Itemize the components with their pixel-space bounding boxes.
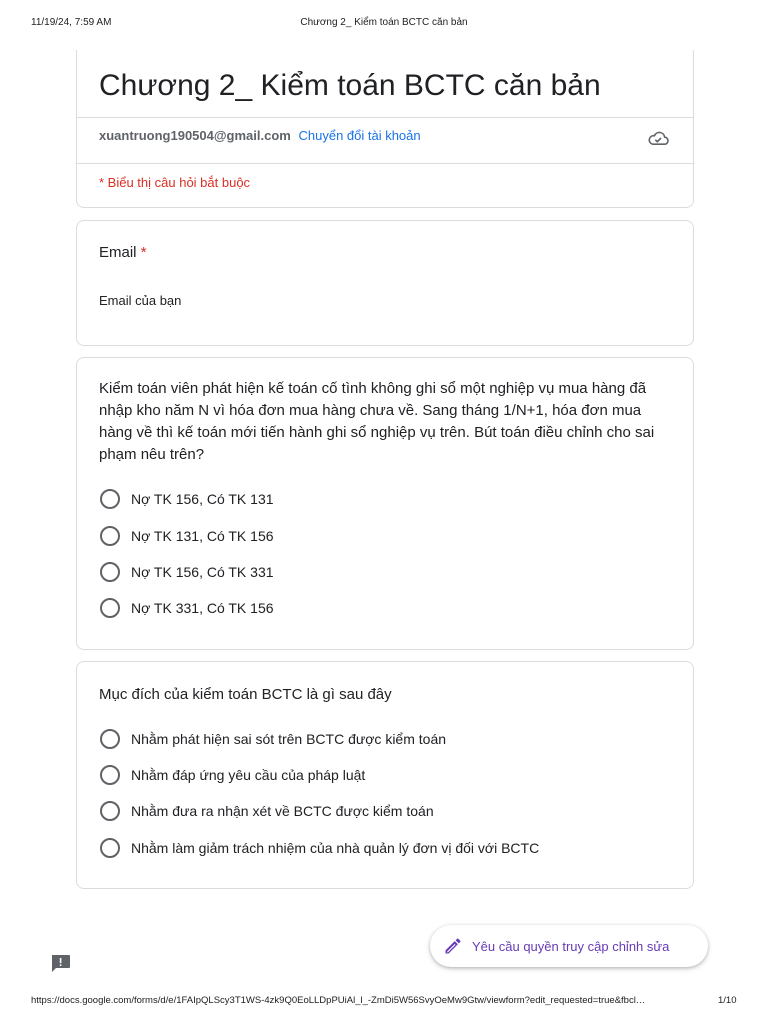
request-edit-access-button[interactable] (430, 925, 708, 967)
print-page-number: 1/10 (718, 995, 737, 1006)
radio-button[interactable] (100, 489, 120, 509)
switch-account-link[interactable]: Chuyển đổi tài khoản (298, 128, 421, 143)
option-label: Nợ TK 156, Có TK 331 (131, 564, 274, 580)
pencil-icon (443, 936, 463, 956)
question-1-text: Kiểm toán viên phát hiện kế toán cố tình không ghi sổ một nghiệp vụ mua hàng đã nhập kho năm N vì hóa đơn mua hàng chưa về. Sang tháng 1/N+1, hóa đơn mua hàng về thì kế toán mới tiến hành ghi sổ nghiệp vụ trên. Bút toán điều chỉnh cho sai phạm nêu trên? (99, 380, 655, 463)
option-label: Nhằm đưa ra nhận xét về BCTC được kiểm toán (131, 803, 434, 819)
option-label: Nợ TK 156, Có TK 131 (131, 491, 274, 507)
q1-option-3[interactable] (100, 562, 274, 582)
option-label: Nợ TK 131, Có TK 156 (131, 528, 274, 544)
option-label: Nhằm đáp ứng yêu cầu của pháp luật (131, 767, 366, 783)
question-card-1 (76, 357, 694, 650)
radio-button[interactable] (100, 729, 120, 749)
required-note: * Biểu thị câu hỏi bắt buộc (99, 175, 251, 190)
header-divider (77, 117, 693, 118)
option-label: Nợ TK 331, Có TK 156 (131, 600, 274, 616)
form-title: Chương 2_ Kiểm toán BCTC căn bản (99, 69, 601, 102)
q1-option-1[interactable] (100, 489, 274, 509)
form-header-card (76, 50, 694, 208)
print-header (0, 17, 768, 31)
email-input[interactable]: Email của bạn (99, 293, 182, 308)
radio-button[interactable] (100, 801, 120, 821)
account-email: xuantruong190504@gmail.com (99, 128, 291, 143)
q1-option-2[interactable] (100, 526, 274, 546)
radio-button[interactable] (100, 838, 120, 858)
cloud-saved-icon (647, 130, 669, 146)
radio-button[interactable] (100, 562, 120, 582)
q1-option-4[interactable] (100, 598, 274, 618)
radio-button[interactable] (100, 765, 120, 785)
print-footer (0, 995, 768, 1009)
question-2-text: Mục đích của kiểm toán BCTC là gì sau đây (99, 686, 392, 703)
print-timestamp: 11/19/24, 7:59 AM (31, 17, 112, 28)
email-question-title (99, 242, 147, 264)
email-question-card (76, 220, 694, 346)
q2-option-1[interactable] (100, 729, 446, 749)
account-row (99, 127, 421, 145)
email-label: Email (99, 244, 137, 261)
option-label: Nhằm phát hiện sai sót trên BCTC được kiểm toán (131, 731, 447, 747)
q2-option-4[interactable] (100, 838, 539, 858)
radio-button[interactable] (100, 598, 120, 618)
option-label: Nhằm làm giảm trách nhiệm của nhà quản lý đơn vị đối với BCTC (131, 840, 540, 856)
print-page-title: Chương 2_ Kiểm toán BCTC căn bản (300, 17, 468, 28)
question-card-2 (76, 661, 694, 889)
request-edit-access-label: Yêu cầu quyền truy cập chỉnh sửa (472, 938, 670, 954)
q2-option-2[interactable] (100, 765, 365, 785)
radio-button[interactable] (100, 526, 120, 546)
print-url: https://docs.google.com/forms/d/e/1FAIpQLScy3T1WS-4zk9Q0EoLLDpPUiAl_l_-ZmDi5W56SvyOeMw9Gtw/viewform?edit_requested=true&fbcl… (31, 995, 646, 1006)
required-star: * (140, 244, 147, 261)
header-divider-2 (77, 163, 693, 164)
report-feedback-icon[interactable] (50, 954, 71, 973)
q2-option-3[interactable] (100, 801, 434, 821)
